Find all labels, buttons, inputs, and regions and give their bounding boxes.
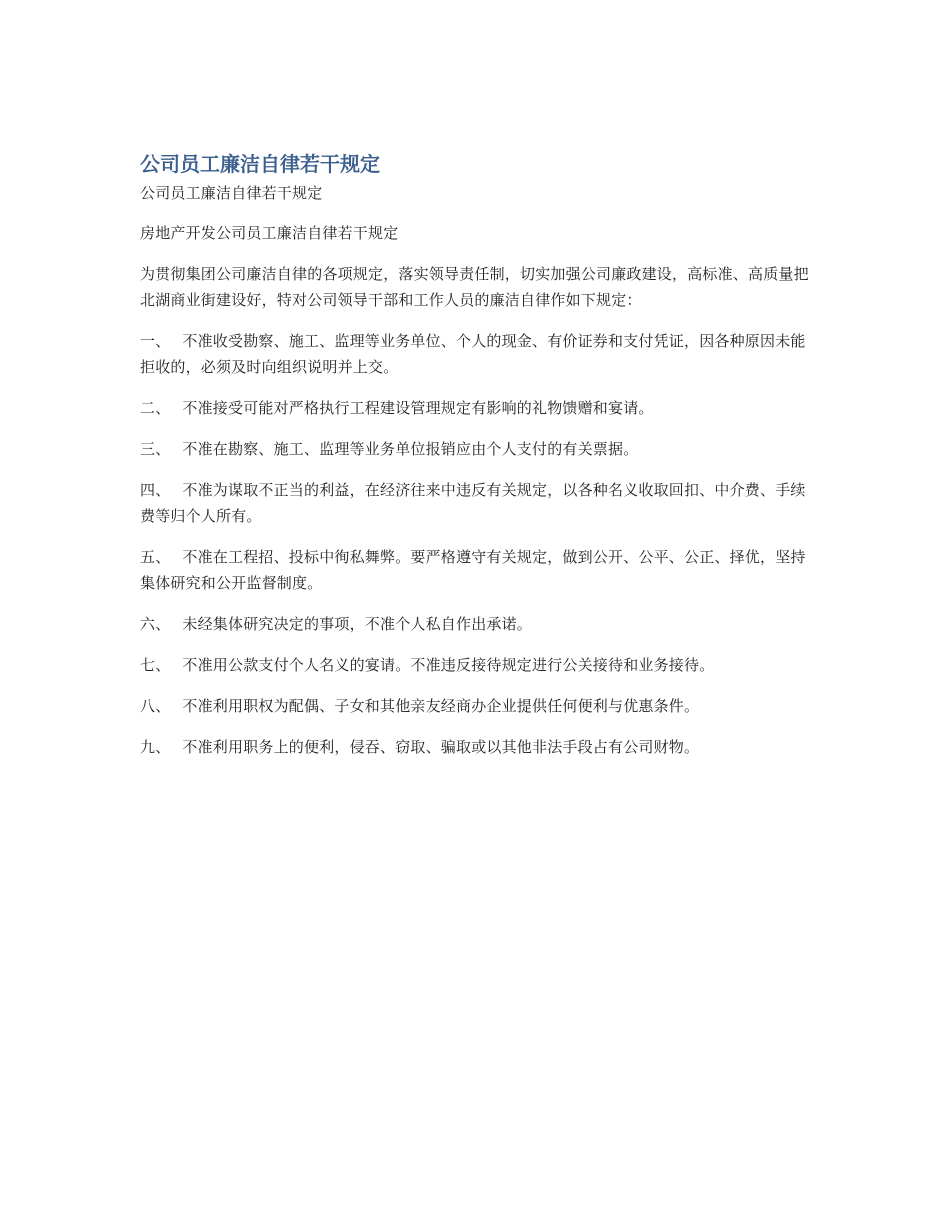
document-heading-line: 房地产开发公司员工廉洁自律若干规定 [140, 224, 399, 242]
rule-item [140, 477, 810, 529]
rule-number: 一、 [140, 332, 171, 350]
rule-text: 未经集体研究决定的事项，不准个人私自作出承诺。 [182, 615, 533, 633]
rule-item [140, 436, 810, 462]
rule-item [140, 652, 810, 678]
rule-item [140, 544, 810, 596]
rule-number: 七、 [140, 656, 171, 674]
rule-number: 三、 [140, 440, 171, 458]
rule-item [140, 328, 810, 380]
rule-item [140, 611, 810, 637]
rule-item [140, 395, 810, 421]
rule-item [140, 734, 810, 760]
rule-number: 九、 [140, 738, 171, 756]
rule-number: 八、 [140, 697, 171, 715]
rule-text: 不准用公款支付个人名义的宴请。不准违反接待规定进行公关接待和业务接待。 [182, 656, 715, 674]
rule-number: 二、 [140, 399, 171, 417]
intro-paragraph: 为贯彻集团公司廉洁自律的各项规定，落实领导责任制，切实加强公司廉政建设，高标准、高质量把北湖商业街建设好，特对公司领导干部和工作人员的廉洁自律作如下规定： [140, 265, 809, 309]
rule-item [140, 693, 810, 719]
rule-text: 不准为谋取不正当的利益，在经济往来中违反有关规定，以各种名义收取回扣、中介费、手续费等归个人所有。 [140, 481, 806, 525]
document-subtitle: 公司员工廉洁自律若干规定 [140, 184, 323, 202]
rules-list [140, 328, 810, 760]
document-page [140, 148, 810, 775]
document-title: 公司员工廉洁自律若干规定 [140, 152, 380, 176]
rule-text: 不准利用职权为配偶、子女和其他亲友经商办企业提供任何便利与优惠条件。 [182, 697, 700, 715]
rule-text: 不准接受可能对严格执行工程建设管理规定有影响的礼物馈赠和宴请。 [182, 399, 654, 417]
rule-number: 六、 [140, 615, 171, 633]
rule-number: 五、 [140, 548, 171, 566]
rule-text: 不准利用职务上的便利，侵吞、窃取、骗取或以其他非法手段占有公司财物。 [182, 738, 700, 756]
rule-number: 四、 [140, 481, 171, 499]
rule-text: 不准在工程招、投标中徇私舞弊。要严格遵守有关规定，做到公开、公平、公正、择优，坚持集体研究和公开监督制度。 [140, 548, 806, 592]
rule-text: 不准收受勘察、施工、监理等业务单位、个人的现金、有价证券和支付凭证，因各种原因未能拒收的，必须及时向组织说明并上交。 [140, 332, 806, 376]
rule-text: 不准在勘察、施工、监理等业务单位报销应由个人支付的有关票据。 [182, 440, 639, 458]
